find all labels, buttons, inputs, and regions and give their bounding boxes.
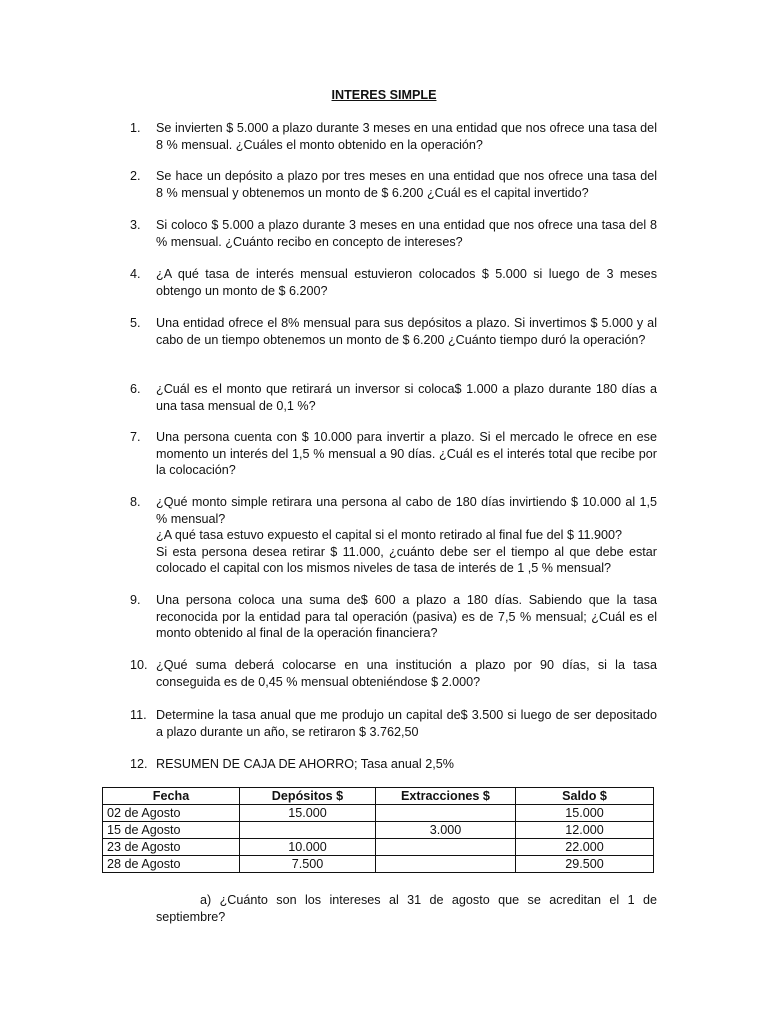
- table-cell: 23 de Agosto: [103, 839, 240, 856]
- table-cell: 12.000: [516, 822, 654, 839]
- table-cell: 15.000: [240, 805, 376, 822]
- table-cell: 3.000: [376, 822, 516, 839]
- question-text: Si esta persona desea retirar $ 11.000, ¿cuánto debe ser el tiempo al que debe estar colocado el capital con los mismos niveles de tasa de interés de 1 ,5 % mensual?: [156, 544, 657, 575]
- question-2: [130, 168, 657, 201]
- table-row: [103, 805, 654, 822]
- table-cell: 28 de Agosto: [103, 856, 240, 873]
- question-number: 7.: [130, 430, 141, 444]
- question-number: 12.: [130, 757, 148, 771]
- question-text: Una entidad ofrece el 8% mensual para sus depósitos a plazo. Si invertimos $ 5.000 y al cabo de un tiempo obtenemos un monto de $ 6.200 ¿Cuánto tiempo duró la operación?: [156, 316, 657, 347]
- question-6: [130, 381, 657, 414]
- question-number: 6.: [130, 382, 141, 396]
- question-10: [130, 657, 657, 690]
- question-text: ¿Qué monto simple retirara una persona al cabo de 180 días invirtiendo $ 10.000 al 1,5 % mensual?: [156, 495, 657, 526]
- table-row: [103, 822, 654, 839]
- question-number: 2.: [130, 169, 141, 183]
- question-text: Se invierten $ 5.000 a plazo durante 3 meses en una entidad que nos ofrece una tasa del 8 % mensual. ¿Cuáles el monto obtenido en la operación?: [156, 121, 657, 152]
- question-text: Si coloco $ 5.000 a plazo durante 3 meses en una entidad que nos ofrece una tasa del 8 % mensual. ¿Cuánto recibo en concepto de intereses?: [156, 218, 657, 249]
- question-7: [130, 429, 657, 479]
- question-3: [130, 217, 657, 250]
- table-row: [103, 839, 654, 856]
- question-text: Una persona cuenta con $ 10.000 para invertir a plazo. Si el mercado le ofrece en ese momento un interés del 1,5 % mensual a 90 días. ¿Cuál es el interés total que recibe por la colocación?: [156, 430, 657, 477]
- savings-summary-table: [102, 787, 654, 873]
- question-number: 4.: [130, 267, 141, 281]
- question-text: Una persona coloca una suma de$ 600 a plazo a 180 días. Sabiendo que la tasa reconocida por la entidad para tal operación (pasiva) es de 7,5 % mensual; ¿Cuál es el monto obtenido al final de la operación financiera?: [156, 593, 657, 640]
- question-12: [130, 756, 657, 773]
- question-text: Se hace un depósito a plazo por tres meses en una entidad que nos ofrece una tasa del 8 % mensual y obtenemos un monto de $ 6.200 ¿Cuál es el capital invertido?: [156, 169, 657, 200]
- table-cell: 15.000: [516, 805, 654, 822]
- question-text: ¿Qué suma deberá colocarse en una institución a plazo por 90 días, si la tasa conseguida es de 0,45 % mensual obteniéndose $ 2.000?: [156, 658, 657, 689]
- table-cell: 02 de Agosto: [103, 805, 240, 822]
- question-text: Determine la tasa anual que me produjo un capital de$ 3.500 si luego de ser depositado a plazo durante un año, se retiraron $ 3.762,50: [156, 708, 657, 739]
- question-text: ¿A qué tasa de interés mensual estuvieron colocados $ 5.000 si luego de 3 meses obtengo un monto de $ 6.200?: [156, 267, 657, 298]
- table-cell: [240, 822, 376, 839]
- table-header-row: [103, 788, 654, 805]
- column-header-fecha: Fecha: [103, 788, 240, 805]
- question-number: 9.: [130, 593, 141, 607]
- question-9: [130, 592, 657, 642]
- question-text: RESUMEN DE CAJA DE AHORRO; Tasa anual 2,5%: [156, 757, 454, 771]
- question-number: 5.: [130, 316, 141, 330]
- table-cell: [376, 839, 516, 856]
- question-text: ¿A qué tasa estuvo expuesto el capital si el monto retirado al final fue del $ 11.900?: [156, 528, 623, 542]
- table-cell: 7.500: [240, 856, 376, 873]
- column-header-saldo: Saldo $: [516, 788, 654, 805]
- question-number: 1.: [130, 121, 141, 135]
- table-row: [103, 856, 654, 873]
- question-11: [130, 707, 657, 740]
- table-cell: 22.000: [516, 839, 654, 856]
- table-cell: 10.000: [240, 839, 376, 856]
- question-text: ¿Cuál es el monto que retirará un inversor si coloca$ 1.000 a plazo durante 180 días a una tasa mensual de 0,1 %?: [156, 382, 657, 413]
- column-header-extracciones: Extracciones $: [376, 788, 516, 805]
- question-8: [130, 494, 657, 577]
- column-header-depositos: Depósitos $: [240, 788, 376, 805]
- question-number: 11.: [130, 708, 147, 722]
- question-number: 3.: [130, 218, 141, 232]
- table-cell: [376, 805, 516, 822]
- table-cell: 15 de Agosto: [103, 822, 240, 839]
- subquestion-a: a) ¿Cuánto son los intereses al 31 de agosto que se acreditan el 1 de septiembre?: [156, 893, 657, 924]
- question-number: 10.: [130, 658, 148, 672]
- table-cell: [376, 856, 516, 873]
- question-1: [130, 120, 657, 153]
- question-5: [130, 315, 657, 348]
- question-number: 8.: [130, 495, 141, 509]
- page-title: INTERES SIMPLE: [331, 88, 437, 102]
- table-cell: 29.500: [516, 856, 654, 873]
- question-4: [130, 266, 657, 299]
